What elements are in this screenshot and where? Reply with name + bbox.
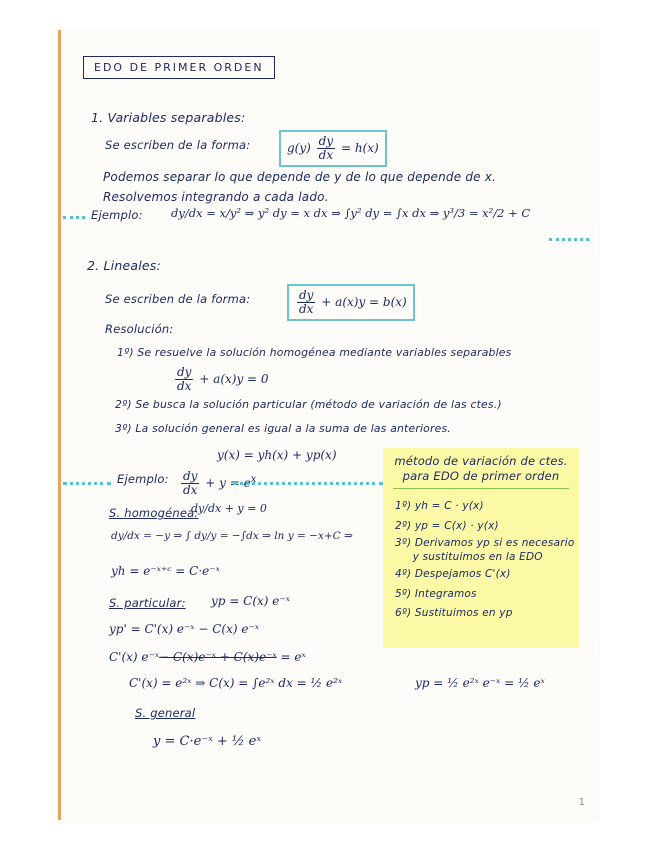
note-step: y sustituimos en la EDO bbox=[395, 551, 543, 563]
teal-dash-right bbox=[549, 238, 589, 241]
sticky-note-steps bbox=[395, 497, 579, 624]
note-step: 1º) yh = C · y(x) bbox=[395, 500, 484, 512]
page-title: EDO DE PRIMER ORDEN bbox=[83, 56, 275, 79]
step-2: 2º) Se busca la solución particular (método de variación de las ctes.) bbox=[115, 398, 502, 411]
homogeneous-label: S. homogénea: bbox=[109, 506, 199, 520]
general-solution-equation: y(x) = yh(x) + yp(x) bbox=[217, 448, 337, 462]
example-2-label: Ejemplo: bbox=[117, 472, 169, 486]
step-1-equation: $\frac{dy}{dx}$ + a(x)y = 0 bbox=[177, 365, 269, 393]
step-1: 1º) Se resuelve la solución homogénea mediante variables separables bbox=[117, 346, 512, 359]
sticky-note bbox=[383, 448, 579, 648]
homogeneous-equation: dy/dx + y = 0 bbox=[191, 502, 267, 515]
particular-line-1: yp' = C'(x) e⁻ˣ − C(x) e⁻ˣ bbox=[109, 622, 260, 636]
note-step: 3º) Derivamos yp si es necesario bbox=[395, 537, 575, 549]
particular-label: S. particular: bbox=[109, 596, 186, 610]
teal-dash-left bbox=[63, 216, 85, 219]
note-step: 5º) Integramos bbox=[395, 587, 477, 600]
homogeneous-line-1: dy/dx = −y ⇒ ∫ dy/y = −∫dx ⇒ ln y = −x+C ⇒ bbox=[111, 530, 353, 542]
example-2-equation: $\frac{dy}{dx}$ + $y = e^x$ bbox=[183, 469, 257, 497]
notebook-page bbox=[58, 30, 599, 820]
note-step: 4º) Despejamos C'(x) bbox=[395, 568, 511, 580]
particular-line-3: C'(x) = e²ˣ ⇒ C(x) = ∫e²ˣ dx = ½ e²ˣ bbox=[129, 676, 343, 690]
section-2-form-label: Se escriben de la forma: bbox=[105, 292, 251, 306]
particular-equation: yp = C(x) e⁻ˣ bbox=[211, 594, 290, 608]
section-1-form-label: Se escriben de la forma: bbox=[105, 138, 251, 152]
resolucion-label: Resolución: bbox=[105, 322, 174, 336]
step-3: 3º) La solución general es igual a la suma de las anteriores. bbox=[115, 422, 451, 435]
section-1-heading: 1. Variables separables: bbox=[91, 110, 246, 125]
teal-dash-left-2 bbox=[63, 482, 111, 485]
particular-result: yp = ½ e²ˣ e⁻ˣ = ½ eˣ bbox=[415, 676, 545, 690]
page-number: 1 bbox=[578, 797, 585, 808]
section-2-form-equation: $\frac{dy}{dx}$ + a(x)y = b(x) bbox=[287, 284, 415, 321]
section-1-line-2: Resolvemos integrando a cada lado. bbox=[103, 190, 329, 204]
general-label: S. general bbox=[135, 706, 196, 720]
section-2-heading: 2. Lineales: bbox=[87, 258, 161, 273]
note-step: 6º) Sustituimos en yp bbox=[395, 607, 513, 619]
teal-dash-mid bbox=[233, 482, 383, 485]
note-step: 2º) yp = C(x) · y(x) bbox=[395, 519, 499, 532]
example-1-label: Ejemplo: bbox=[91, 208, 143, 222]
section-1-form-equation: g(y) $\frac{dy}{dx}$ = h(x) bbox=[279, 130, 387, 167]
sticky-note-header: método de variación de ctes. para EDO de primer orden bbox=[393, 454, 569, 489]
section-1-line-1: Podemos separar lo que depende de y de lo que depende de x. bbox=[103, 170, 497, 184]
homogeneous-line-2: yh = e⁻ˣ⁺ᶜ = C·e⁻ˣ bbox=[111, 564, 220, 578]
example-1-equation: dy/dx = x/y² ⇒ y² dy = x dx ⇒ ∫y² dy = ∫x dx ⇒ y³/3 = x²/2 + C bbox=[171, 206, 531, 220]
particular-line-2: C'(x) e⁻ˣ− C(x)e⁻ˣ + C(x)e⁻ˣ = eˣ bbox=[109, 650, 306, 664]
general-equation: y = C·e⁻ˣ + ½ eˣ bbox=[153, 734, 261, 749]
